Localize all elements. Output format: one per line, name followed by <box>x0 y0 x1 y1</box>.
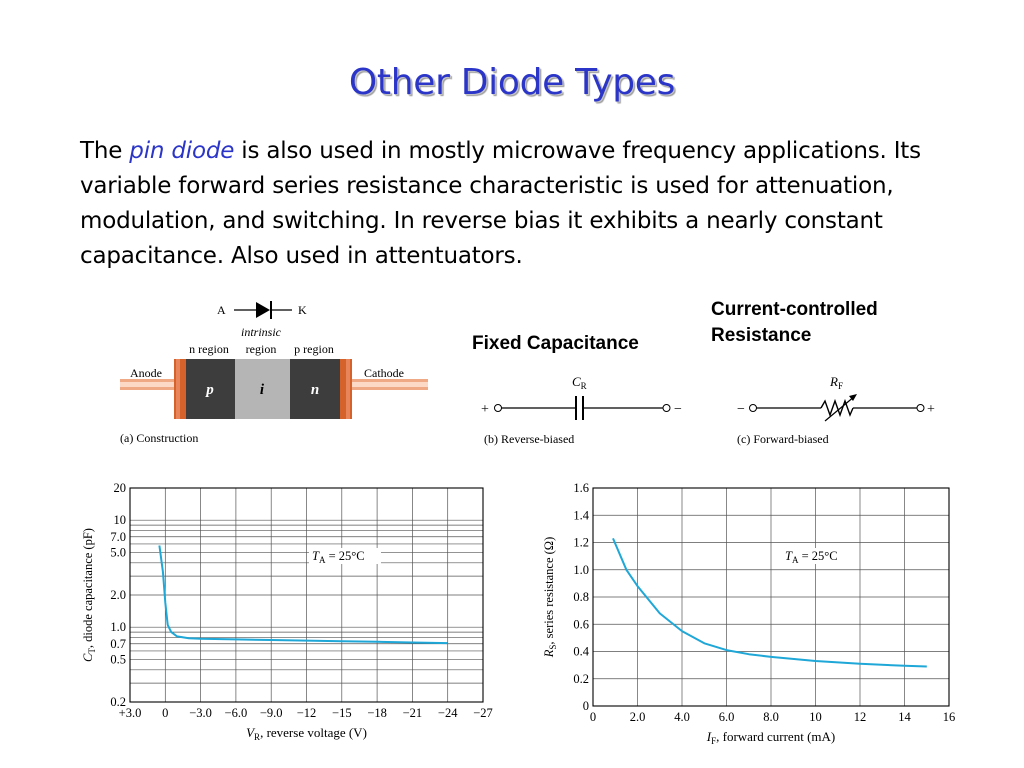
pin-construction-diagram <box>110 293 440 453</box>
reverse-plus-label: + <box>481 402 489 417</box>
y-tick-label: 20 <box>113 481 126 495</box>
x-axis-label: $V_R$, reverse voltage (V) <box>246 725 367 742</box>
diode-symbol-icon <box>256 302 270 318</box>
x-tick-label: 6.0 <box>718 710 735 724</box>
x-tick-label: −3.0 <box>189 706 212 720</box>
reverse-minus-label: − <box>674 402 682 417</box>
y-tick-label: 10 <box>113 513 126 528</box>
y-tick-label: 1.2 <box>573 535 589 550</box>
cr-label: $C_R$ <box>572 374 587 391</box>
current-controlled-line1: Current-controlled <box>711 299 878 320</box>
x-tick-label: 8.0 <box>763 710 779 724</box>
i-region-label: region <box>245 342 277 356</box>
x-tick-label: 0 <box>589 710 597 724</box>
resistance-chart <box>535 478 965 748</box>
rf-label: $R_F$ <box>830 374 843 391</box>
y-tick-label: 1.4 <box>573 508 589 523</box>
temperature-annotation: $T_A = 25^\circ C$ <box>785 549 838 565</box>
construction-caption: (a) Construction <box>120 431 199 445</box>
y-tick-label: 1.0 <box>573 562 589 577</box>
intrinsic-label: intrinsic <box>240 325 282 339</box>
temperature-annotation: $T_A = 25^\circ C$ <box>312 549 365 565</box>
forward-caption: (c) Forward-biased <box>737 432 829 446</box>
pin-diode-term: pin diode <box>129 138 235 164</box>
x-tick-label: −6.0 <box>224 706 248 720</box>
anode-label: Anode <box>130 366 162 380</box>
body-paragraph <box>80 134 940 274</box>
capacitance-chart <box>80 478 510 748</box>
reverse-caption: (b) Reverse-biased <box>484 432 575 446</box>
fixed-capacitance-label: Fixed Capacitance <box>472 333 639 354</box>
y-tick-label: 5.0 <box>110 545 126 560</box>
cathode-symbol-label: K <box>298 303 307 317</box>
x-tick-label: −18 <box>367 706 387 720</box>
x-tick-label: 2.0 <box>629 710 646 724</box>
y-axis-label: $R_S$, series resistance (Ω) <box>542 536 558 658</box>
current-controlled-line2: Resistance <box>711 325 812 346</box>
x-tick-label: 10 <box>809 710 822 724</box>
cathode-label: Cathode <box>364 366 404 380</box>
paragraph-rest: is also used in mostly microwave frequency applications. Its variable forward series resistance characteristic is used for attenuation, modulation, and switching. In reverse bias it exhibits a nearly constant capacitance. Also used in attentuators. <box>80 138 921 269</box>
x-tick-label: −9.0 <box>259 706 283 720</box>
y-tick-label: 0.6 <box>573 617 589 632</box>
y-tick-label: 0.8 <box>573 590 589 604</box>
y-tick-label: 0.5 <box>110 652 126 667</box>
y-tick-label: 0.7 <box>110 636 126 651</box>
paragraph-lead: The <box>80 138 130 164</box>
forward-minus-label: − <box>737 402 745 417</box>
y-tick-label: 2.0 <box>110 588 126 602</box>
y-tick-label: 0.2 <box>110 695 126 709</box>
anode-symbol-label: A <box>217 303 226 317</box>
x-tick-label: −21 <box>402 706 423 720</box>
x-tick-label: +3.0 <box>118 706 142 720</box>
x-tick-label: 12 <box>853 710 867 724</box>
x-tick-label: 4.0 <box>674 710 690 724</box>
n-block-label: n <box>310 382 320 398</box>
x-tick-label: −15 <box>332 706 352 720</box>
y-tick-label: 0 <box>582 699 589 713</box>
i-block-label: i <box>259 382 265 398</box>
y-axis-label: $C_T$, diode capacitance (pF) <box>81 528 97 662</box>
current-controlled-label <box>711 297 878 349</box>
y-tick-label: 1.0 <box>110 620 126 635</box>
n-region-label: n region <box>189 342 229 356</box>
y-tick-label: 0.2 <box>573 671 589 686</box>
y-tick-label: 1.6 <box>573 481 589 495</box>
variable-resistor-icon <box>821 401 853 415</box>
slide-title: Other Diode Types <box>348 62 676 103</box>
forward-biased-circuit <box>733 368 953 453</box>
x-tick-label: −12 <box>296 706 317 720</box>
x-tick-label: 16 <box>942 710 956 724</box>
x-tick-label: 0 <box>162 706 169 720</box>
forward-plus-label: + <box>927 402 935 417</box>
reverse-biased-circuit <box>476 368 696 453</box>
p-block-label: p <box>206 382 214 398</box>
x-tick-label: 14 <box>898 710 911 724</box>
y-tick-label: 7.0 <box>110 529 126 544</box>
x-tick-label: −24 <box>437 706 458 720</box>
p-region-label: p region <box>294 342 334 356</box>
x-axis-label: $I_F$, forward current (mA) <box>706 729 836 746</box>
y-tick-label: 0.4 <box>573 644 589 659</box>
x-tick-label: −27 <box>473 706 493 720</box>
